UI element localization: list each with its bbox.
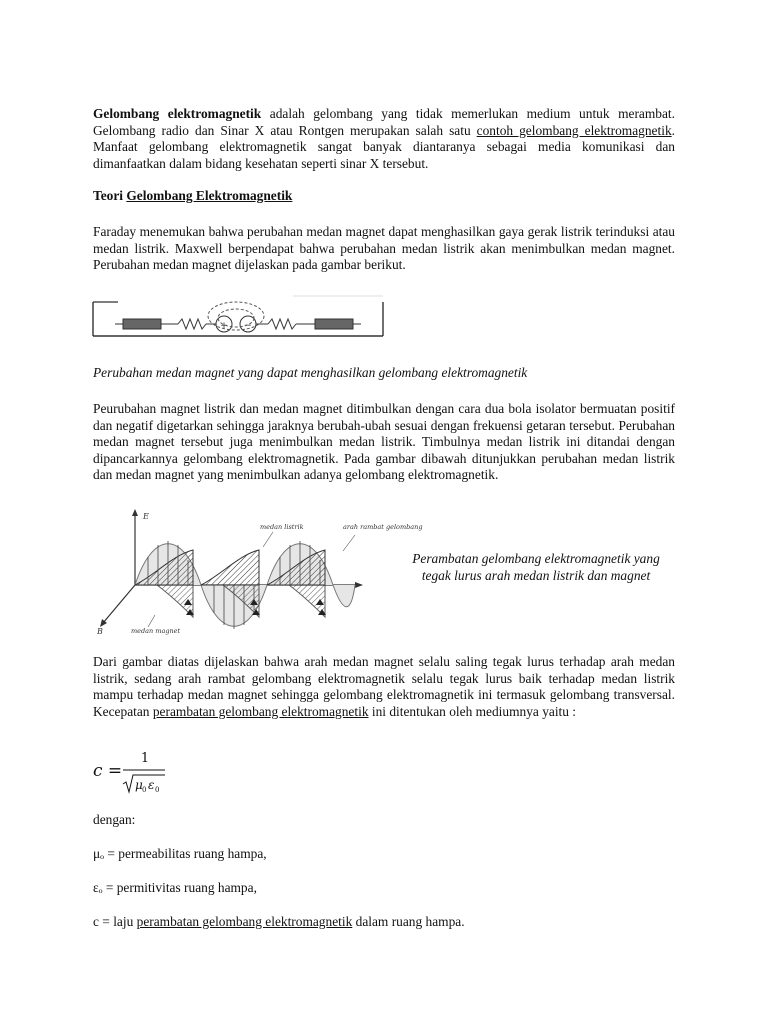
axis-label-e: E bbox=[143, 512, 149, 521]
speed-formula bbox=[93, 748, 183, 796]
heading-prefix: Teori bbox=[93, 188, 127, 203]
heading-link[interactable]: Gelombang Elektromagnetik bbox=[126, 188, 293, 203]
link-perambatan-1[interactable]: perambatan gelombang elektromagnetik bbox=[152, 703, 369, 719]
intro-paragraph bbox=[93, 106, 675, 172]
formula-numerator: 1 bbox=[140, 751, 150, 766]
isolator-paragraph: Peurubahan magnet listrik dan medan magnet ditimbulkan dengan cara dua bola isolator bermuatan positif dan negatif digetarkan sehingga jaraknya berubah-ubah sesuai dengan frekuensi getaran tersebut. Perubahan medan magnet tersebut juga menimbulkan medan listrik. Timbulnya medan listrik ini ditandai dengan dipancarkannya gelombang elektromagnetik. Pada gambar dibawah ditunjukkan perubahan medan listrik dan medan magnet yang menimbulkan adanya gelombang elektromagnetik. bbox=[93, 401, 675, 483]
formula-lhs: c = bbox=[93, 761, 123, 781]
label-medan-listrik: medan listrik bbox=[260, 523, 304, 531]
velocity-paragraph bbox=[93, 654, 675, 720]
axis-label-b: B bbox=[97, 627, 103, 636]
label-medan-magnet: medan magnet bbox=[131, 627, 181, 635]
formula-eps: ε bbox=[148, 778, 155, 792]
def-c bbox=[93, 914, 465, 930]
velocity-text-a: Dari gambar diatas dijelaskan bahwa arah medan magnet selalu saling tegak lurus terhadap arah medan listrik, sedang arah rambat gelombang elektromagnetik selalu tegak lurus baik terhadap medan listrik mampu terhadap medan magnet sehingga gelombang elektromagnetik ini termasuk gelombang transversal. Kecepatan bbox=[93, 654, 675, 719]
intro-text-a: adalah gelombang yang tidak memerlukan medium untuk merambat. Gelombang radio dan Sinar X atau Rontgen merupakan salah satu bbox=[93, 106, 675, 138]
velocity-text-b: ini ditentukan oleh mediumnya yaitu : bbox=[368, 703, 577, 719]
svg-text:−: − bbox=[244, 321, 252, 331]
circuit-figure bbox=[93, 288, 383, 344]
dengan-label: dengan: bbox=[93, 812, 136, 827]
svg-text:+: + bbox=[220, 321, 228, 331]
em-wave-figure bbox=[93, 505, 423, 637]
label-arah-rambat-text: arah rambat gelombang bbox=[343, 523, 423, 531]
def-c-text-b: dalam ruang hampa. bbox=[352, 914, 465, 929]
formula-mu-sub: 0 bbox=[142, 786, 147, 794]
def-c-text-a: c = laju bbox=[93, 914, 137, 929]
formula-mu: μ bbox=[135, 778, 143, 792]
intro-bold-term: Gelombang elektromagnetik bbox=[93, 106, 262, 121]
label-arah-rambat bbox=[343, 523, 423, 531]
link-contoh-gelombang[interactable]: contoh gelombang elektromagnetik bbox=[476, 122, 672, 138]
formula-eps-sub: 0 bbox=[155, 786, 160, 794]
link-perambatan-2[interactable]: perambatan gelombang elektromagnetik bbox=[136, 914, 353, 929]
intro-text-b: . Manfaat gelombang elektromagnetik sangat banyak diantaranya sebagai media komunikasi dan dimanfaatkan dalam bidang kesehatan seperti sinar X tersebut. bbox=[93, 122, 675, 171]
def-eps: εₒ = permitivitas ruang hampa, bbox=[93, 880, 257, 895]
section-heading bbox=[93, 188, 292, 204]
figure2-caption: Perambatan gelombang elektromagnetik yang tegak lurus arah medan listrik dan magnet bbox=[412, 551, 660, 583]
figure1-caption: Perubahan medan magnet yang dapat menghasilkan gelombang elektromagnetik bbox=[93, 365, 528, 380]
faraday-paragraph: Faraday menemukan bahwa perubahan medan magnet dapat menghasilkan gaya gerak listrik terinduksi atau medan listrik. Maxwell berpendapat bahwa perubahan medan listrik akan menimbulkan medan magnet. Perubahan medan magnet dijelaskan pada gambar berikut. bbox=[93, 224, 675, 273]
def-mu: μₒ = permeabilitas ruang hampa, bbox=[93, 846, 267, 861]
